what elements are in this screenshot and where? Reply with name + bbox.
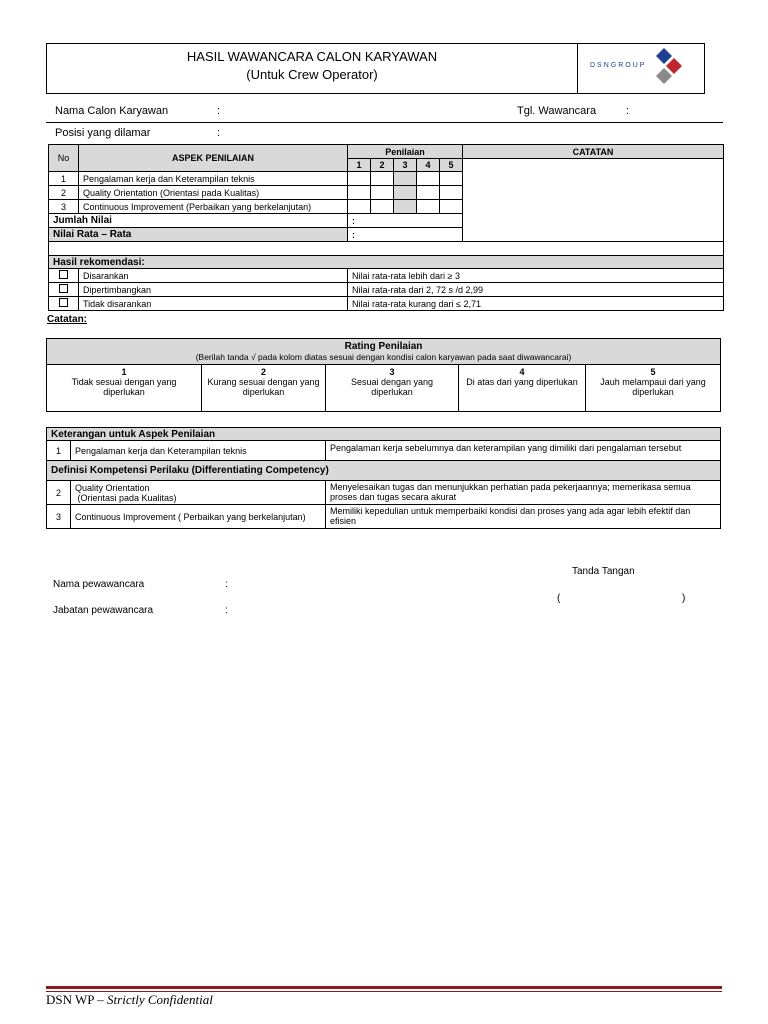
not-recommend-label: Tidak disarankan: [79, 297, 348, 311]
rating-title: Rating Penilaian: [344, 341, 423, 352]
rating-level: [586, 365, 721, 412]
explanation-header: Keterangan untuk Aspek Penilaian: [47, 428, 721, 441]
document-title: HASIL WAWANCARA CALON KARYAWAN: [186, 49, 438, 64]
explanation-aspect: Pengalaman kerja dan Keterampilan teknis: [71, 441, 326, 461]
recommend-checkbox[interactable]: [49, 269, 79, 283]
footer-rule-thick: [46, 986, 722, 989]
aspect-item: Continuous Improvement (Perbaikan yang berkelanjutan): [79, 200, 348, 214]
document-header: [46, 43, 705, 94]
explanation-description: Menyelesaikan tugas dan menunjukkan perhatian pada pekerjaannya; memerikasa semua proses dan tugas secara akurat: [326, 481, 721, 505]
spacer-row: [49, 242, 724, 256]
score-cell[interactable]: [371, 172, 394, 186]
score-cell[interactable]: [348, 172, 371, 186]
score-cell[interactable]: [440, 200, 463, 214]
score-cell[interactable]: [348, 200, 371, 214]
company-logo: [577, 44, 705, 93]
signature-open-paren: (: [557, 593, 561, 604]
document-subtitle: (Untuk Crew Operator): [246, 67, 378, 82]
row-number: 1: [47, 441, 71, 461]
aspect-item: Quality Orientation (Orientasi pada Kualitas): [79, 186, 348, 200]
rating-level: [47, 365, 202, 412]
score-col-5: 5: [440, 159, 463, 172]
score-col-4: 4: [417, 159, 440, 172]
rating-header-cell: [47, 339, 721, 365]
candidate-name-colon: :: [217, 105, 221, 117]
score-cell[interactable]: [371, 186, 394, 200]
score-col-3: 3: [394, 159, 417, 172]
interviewer-title-label: Jabatan pewawancara: [53, 605, 154, 616]
row-number: 2: [47, 481, 71, 505]
interviewer-title-colon[interactable]: :: [225, 605, 228, 616]
rating-number: 3: [389, 367, 395, 377]
rating-level: [459, 365, 586, 412]
footer: [46, 992, 213, 1008]
score-cell[interactable]: [394, 172, 417, 186]
position-colon: :: [217, 127, 221, 139]
logo-diamond-icon: [652, 46, 704, 90]
score-cell[interactable]: [394, 200, 417, 214]
score-header: Penilaian: [348, 145, 463, 159]
explanation-aspect: [71, 481, 326, 505]
rating-description: Sesuai dengan yang diperlukan: [350, 377, 434, 397]
rating-subtitle: (Berilah tanda √ pada kolom diatas sesuai dengan kondisi calon karyawan pada saat diwawancarai): [195, 352, 572, 362]
aspect-item: Pengalaman kerja dan Keterampilan teknis: [79, 172, 348, 186]
explanation-description: Pengalaman kerja sebelumnya dan keterampilan yang dimiliki dari pengalaman tersebut: [326, 441, 721, 461]
notes-header: CATATAN: [463, 145, 724, 159]
average-label: Nilai Rata – Rata: [49, 228, 348, 242]
rating-number: 1: [121, 367, 127, 377]
rating-level: [202, 365, 326, 412]
rating-description: Jauh melampaui dari yang diperlukan: [600, 377, 706, 397]
score-cell[interactable]: [394, 186, 417, 200]
rating-description: Tidak sesuai dengan yang diperlukan: [71, 377, 177, 397]
interview-date-colon: :: [626, 105, 630, 117]
consider-criteria: Nilai rata-rata dari 2, 72 s /d 2,99: [348, 283, 724, 297]
rating-level: [326, 365, 459, 412]
row-number: 3: [47, 505, 71, 529]
rating-number: 4: [519, 367, 525, 377]
score-cell[interactable]: [417, 186, 440, 200]
footer-confidential: Strictly Confidential: [107, 992, 213, 1007]
notes-label: Catatan:: [47, 314, 88, 325]
candidate-name-label: Nama Calon Karyawan: [55, 105, 169, 117]
interviewer-name-label: Nama pewawancara: [53, 579, 145, 590]
logo-text: DSNGROUP: [590, 62, 647, 69]
aspect-line: (Orientasi pada Kualitas): [75, 492, 177, 503]
score-cell[interactable]: [348, 186, 371, 200]
aspect-header: ASPEK PENILAIAN: [79, 145, 348, 172]
rating-description: Kurang sesuai dengan yang diperlukan: [207, 377, 320, 397]
divider: [46, 122, 723, 123]
score-col-1: 1: [348, 159, 371, 172]
explanation-description: Memiliki kepedulian untuk memperbaiki kondisi dan proses yang ada agar lebih efektif dan efisien: [326, 505, 721, 529]
not-recommend-criteria: Nilai rata-rata kurang dari ≤ 2,71: [348, 297, 724, 311]
rating-number: 2: [260, 367, 266, 377]
recommend-criteria: Nilai rata-rata lebih dari ≥ 3: [348, 269, 724, 283]
no-header: No: [49, 145, 79, 172]
row-number: 2: [49, 186, 79, 200]
footer-prefix: DSN WP –: [46, 992, 108, 1007]
recommendation-header: Hasil rekomendasi:: [49, 256, 724, 269]
signature-close-paren: ): [682, 593, 686, 604]
total-label: Jumlah Nilai: [49, 214, 348, 228]
explanation-table: [46, 427, 721, 529]
explanation-aspect: Continuous Improvement ( Perbaikan yang berkelanjutan): [71, 505, 326, 529]
competency-header: Definisi Kompetensi Perilaku (Differentiating Competency): [47, 461, 721, 481]
interview-date-label: Tgl. Wawancara: [517, 105, 597, 117]
score-col-2: 2: [371, 159, 394, 172]
row-number: 1: [49, 172, 79, 186]
not-recommend-checkbox[interactable]: [49, 297, 79, 311]
assessment-table: [48, 144, 724, 311]
consider-label: Dipertimbangkan: [79, 283, 348, 297]
total-value[interactable]: :: [348, 214, 463, 228]
interviewer-name-colon[interactable]: :: [225, 579, 228, 590]
score-cell[interactable]: [371, 200, 394, 214]
rating-table: [46, 338, 721, 412]
rating-description: Di atas dari yang diperlukan: [466, 377, 578, 387]
score-cell[interactable]: [417, 172, 440, 186]
row-number: 3: [49, 200, 79, 214]
position-label: Posisi yang dilamar: [55, 127, 151, 139]
score-cell[interactable]: [417, 200, 440, 214]
signature-label: Tanda Tangan: [572, 566, 635, 577]
score-cell[interactable]: [440, 186, 463, 200]
consider-checkbox[interactable]: [49, 283, 79, 297]
score-cell[interactable]: [440, 172, 463, 186]
recommend-label: Disarankan: [79, 269, 348, 283]
notes-area[interactable]: [463, 159, 724, 242]
rating-number: 5: [650, 367, 656, 377]
average-value[interactable]: :: [348, 228, 463, 242]
aspect-line: Quality Orientation: [75, 482, 150, 493]
